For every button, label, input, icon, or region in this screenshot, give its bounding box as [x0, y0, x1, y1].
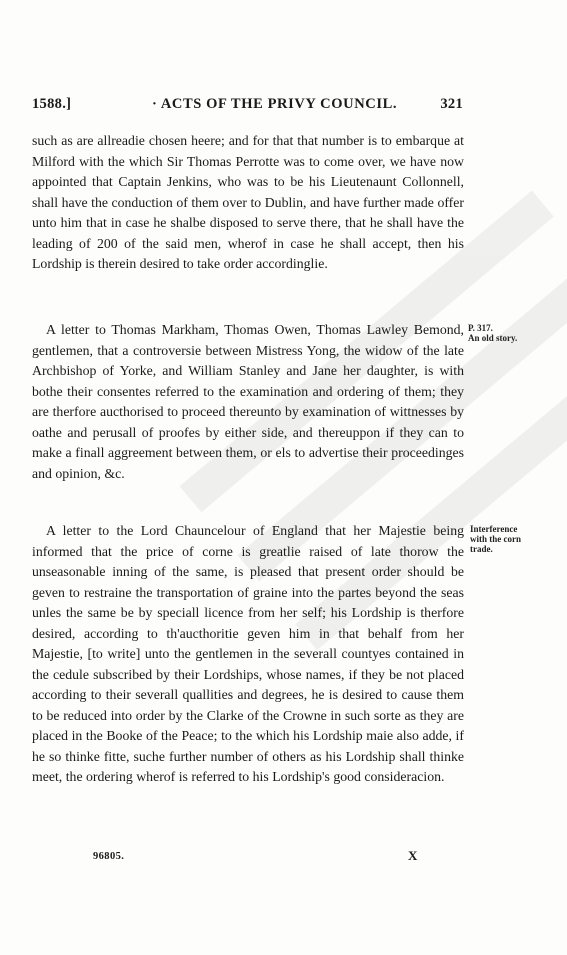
paragraph-continuation: such as are allreadie chosen heere; and for that that number is to embarque at Milford with the which Sir Thomas Perrotte was to come over, we have now appointed that Captain Jenkins, who was to be his Lieutenaunt Collonnell, shall have the conduction of them over to Dublin, and have further made offer unto him that in case he shalbe disposed to serve there, that he shall have the leading of 200 of the said men, wherof in case he shall accept, then his Lordship is therein desired to take order accordinglie. — [32, 133, 464, 271]
margin-note-line: Interference — [470, 524, 518, 534]
running-title: · ACTS OF THE PRIVY COUNCIL. — [152, 96, 398, 112]
signature-code: 96805. — [93, 851, 125, 862]
paragraph-letter-chauncelour: A letter to the Lord Chauncelour of England that her Majestie being informed that the price of corne is greatlie raised of late thorow the unseasonable inning of the same, is pleased that present order should be geven to restraine the transportation of graine into the partes beyond the seas unles the same be by speciall licence from her self; his Lordship is therfore desired, according to th'aucthoritie geven him in that behalf from her Majestie, [to write] unto the gentlemen in the severall countyes contained in the cedule subscribed by their Lordships, whose names, if they be not placed according to their severall quallities and degrees, he is desired to cause them to be reduced into order by the Clarke of the Crowne in such sorte as they are placed in the Booke of the Peace; to the which his Lordship maie also adde, if he so thinke fitte, suche further number of others as his Lordship shall thinke meet, the ordering wherof is referred to his Lordship's good consideracion. — [32, 523, 464, 784]
margin-note-line: trade. — [470, 544, 493, 554]
paragraph-letter-markham: A letter to Thomas Markham, Thomas Owen, Thomas Lawley Bemond, gentlemen, that a controversie between Mistress Yong, the widow of the late Archbishop of Yorke, and William Stanley and Jane her daughter, is with bothe their consentes referred to the examination and ordering of them; they are therfore aucthorised to proceed thereunto by examination of wittnesses by oathe and perusall of proofes by either side, and thereuppon if they can to make a finall aggreement between them, or els to advertise their proceedinges and opinion, &c. — [32, 322, 464, 481]
page-number: 321 — [440, 96, 463, 112]
signature-mark: X — [408, 848, 418, 863]
margin-note-story — [468, 323, 558, 343]
margin-note-text: An old story. — [468, 333, 518, 343]
margin-note-ref: P. 317. — [468, 323, 493, 333]
margin-note-corn — [470, 524, 560, 554]
header-year: 1588.] — [32, 96, 72, 112]
margin-note-line: with the corn — [470, 534, 521, 544]
running-header — [32, 96, 463, 120]
